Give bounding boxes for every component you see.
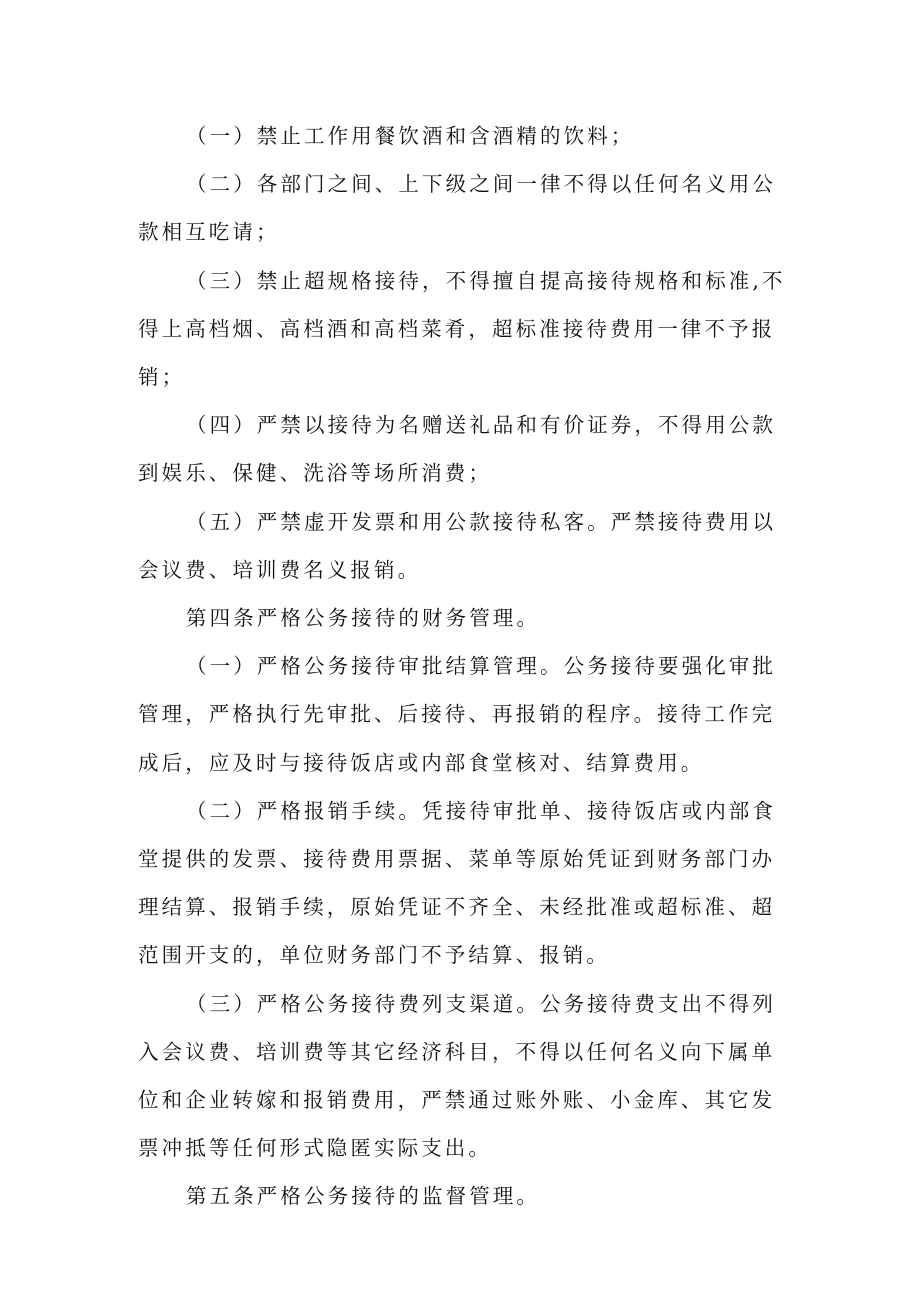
paragraph-item-3: （三）禁止超规格接待，不得擅自提高接待规格和标准,不得上高档烟、高档酒和高档菜肴，超标准接待费用一律不予报销； xyxy=(138,268,786,390)
document-body xyxy=(138,112,792,1221)
paragraph-item-6: （一）严格公务接待审批结算管理。公务接待要强化审批管理，严格执行先审批、后接待、再报销的程序。接待工作完成后，应及时与接待饭店或内部食堂核对、结算费用。 xyxy=(138,654,776,775)
article-5-heading: 第五条严格公务接待的监督管理。 xyxy=(186,1184,540,1209)
paragraph-item-4: （四）严禁以接待为名赠送礼品和有价证券，不得用公款到娱乐、保健、洗浴等场所消费； xyxy=(138,413,776,486)
paragraph-item-8: （三）严格公务接待费列支渠道。公务接待费支出不得列入会议费、培训费等其它经济科目，不得以任何名义向下属单位和企业转嫁和报销费用，严禁通过账外账、小金库、其它发票冲抵等任何形式隐匿实际支出。 xyxy=(138,991,776,1161)
paragraph-item-7: （二）严格报销手续。凭接待审批单、接待饭店或内部食堂提供的发票、接待费用票据、菜单等原始凭证到财务部门办理结算、报销手续，原始凭证不齐全、未经批准或超标准、超范围开支的，单位财务部门不予结算、报销。 xyxy=(138,798,776,968)
paragraph-item-5: （五）严禁虚开发票和用公款接待私客。严禁接待费用以会议费、培训费名义报销。 xyxy=(138,509,776,582)
paragraph-item-2: （二）各部门之间、上下级之间一律不得以任何名义用公款相互吃请； xyxy=(138,172,776,245)
article-4-heading: 第四条严格公务接待的财务管理。 xyxy=(186,606,540,631)
paragraph-item-1: （一）禁止工作用餐饮酒和含酒精的饮料； xyxy=(186,124,635,148)
